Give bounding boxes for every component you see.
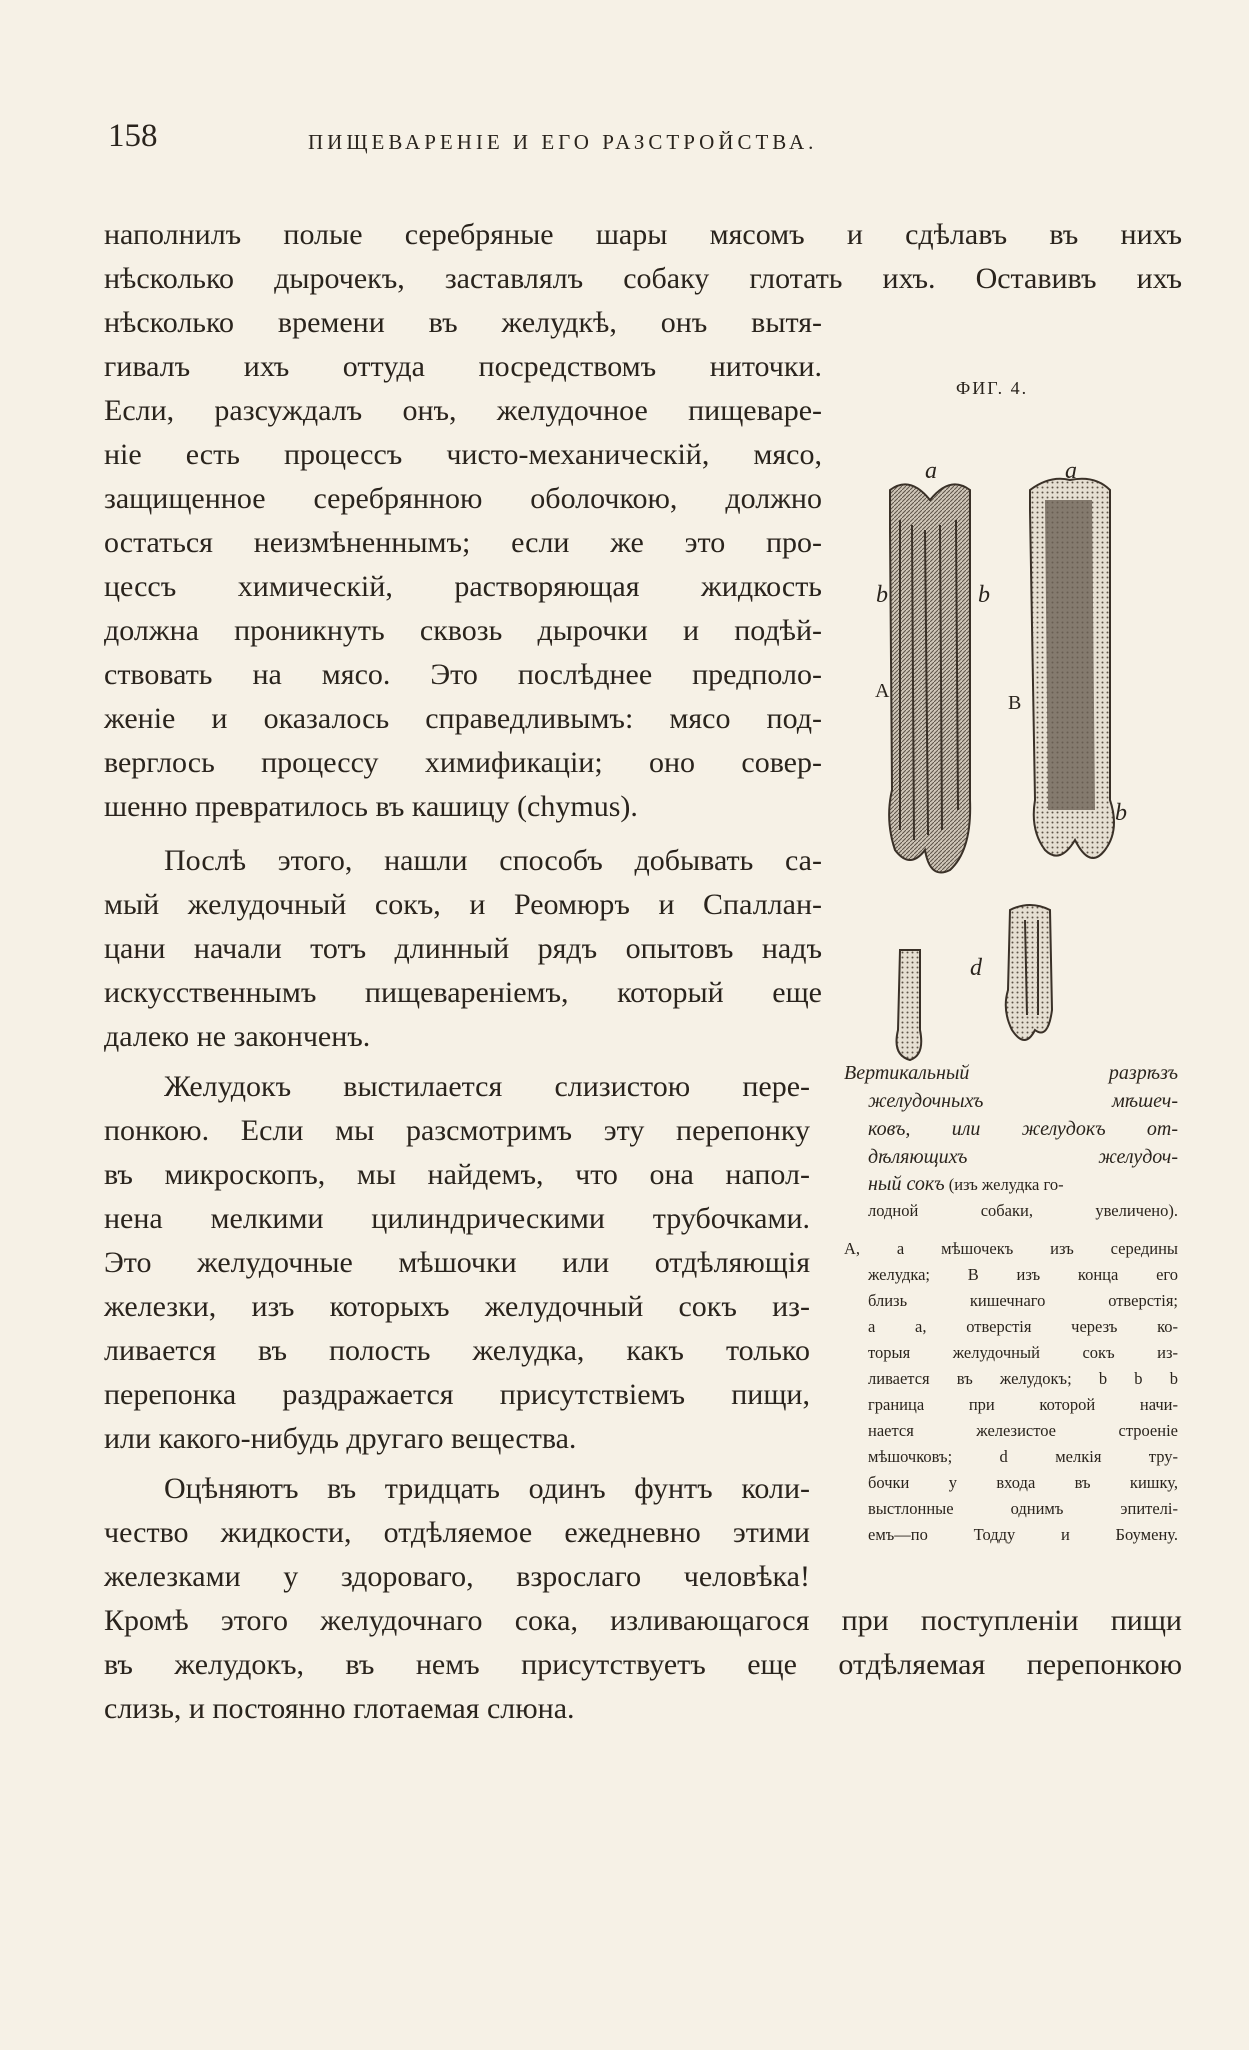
- caption-line: желудка; В изъ конца его: [868, 1265, 1178, 1284]
- text-line: въ микроскопъ, мы найдемъ, что она напол-: [104, 1158, 810, 1191]
- text-line: женіе и оказалось справедливымъ: мясо под-: [104, 702, 822, 735]
- fig-letter-d: d: [970, 955, 982, 981]
- running-title: ПИЩЕВАРЕНІЕ И ЕГО РАЗСТРОЙСТВА.: [308, 130, 818, 154]
- text-line: остаться неизмѣненнымъ; если же это про-: [104, 526, 822, 559]
- caption-fragment: ный сокъ: [868, 1173, 945, 1195]
- caption-line: ливается въ желудокъ; b b b: [868, 1369, 1178, 1388]
- text-line: Это желудочные мѣшочки или отдѣляющія: [104, 1246, 810, 1279]
- text-line: ствовать на мясо. Это послѣднее предполо-: [104, 658, 822, 691]
- caption-line: торыя желудочный сокъ из-: [868, 1343, 1178, 1362]
- caption-line: ковъ, или желудокъ от-: [868, 1118, 1178, 1140]
- text-line: мый желудочный сокъ, и Реомюръ и Спаллан-: [104, 888, 822, 921]
- text-line: или какого-нибудь другаго вещества.: [104, 1422, 577, 1455]
- page-header: [108, 118, 968, 168]
- text-line: чество жидкости, отдѣляемое ежедневно этими: [104, 1516, 810, 1549]
- caption-line: лодной собаки, увеличено).: [868, 1201, 1178, 1220]
- text-line: цани начали тотъ длинный рядъ опытовъ надъ: [104, 932, 822, 965]
- caption-line: близь кишечнаго отверстія;: [868, 1291, 1178, 1310]
- text-line: Оцѣняютъ въ тридцать одинъ фунтъ коли-: [164, 1472, 810, 1505]
- caption-line: мѣшочковъ; d мелкія тру-: [868, 1447, 1178, 1466]
- text-line: ливается въ полость желудка, какъ только: [104, 1334, 810, 1367]
- text-line: Кромѣ этого желудочнаго сока, изливающагося при поступленіи пищи: [104, 1604, 1182, 1637]
- text-line: слизь, и постоянно глотаемая слюна.: [104, 1692, 575, 1725]
- text-line: наполнилъ полые серебряные шары мясомъ и сдѣлавъ въ нихъ: [104, 218, 1182, 251]
- text-line: нена мелкими цилиндрическими трубочками.: [104, 1202, 810, 1235]
- figure-label: ФИГ. 4.: [956, 378, 1029, 398]
- fig-letter-b2: b: [978, 582, 990, 608]
- text-line: шенно превратилось въ кашицу (chymus).: [104, 790, 638, 823]
- text-line: нѣсколько времени въ желудкѣ, онъ вытя-: [104, 306, 822, 339]
- gland-d: [1006, 905, 1052, 1040]
- text-line: железками у здороваго, взрослаго человѣка!: [104, 1560, 810, 1593]
- fig-letter-b3: b: [1115, 800, 1127, 826]
- text-line: въ желудокъ, въ немъ присутствуетъ еще отдѣляемая перепонкою: [104, 1648, 1182, 1681]
- caption-line: выстлонные однимъ эпителі-: [868, 1499, 1178, 1518]
- fig-letter-b1: b: [876, 582, 888, 608]
- text-line: Желудокъ выстилается слизистою пере-: [164, 1070, 810, 1103]
- figure-gland-sections: [870, 458, 1190, 1070]
- fig-letter-a2: a: [1065, 458, 1077, 484]
- text-line: ніе есть процессъ чисто-механическій, мясо,: [104, 438, 822, 471]
- page-number: 158: [108, 118, 158, 154]
- text-line: верглось процессу химификаціи; оно совер-: [104, 746, 822, 779]
- caption-line: бочки у входа въ кишку,: [868, 1473, 1178, 1492]
- text-line: железки, изъ которыхъ желудочный сокъ из-: [104, 1290, 810, 1323]
- fig-letter-A: A: [875, 680, 890, 702]
- text-line: гивалъ ихъ оттуда посредствомъ ниточки.: [104, 350, 822, 383]
- fig-letter-a1: a: [925, 458, 937, 484]
- text-line: далеко не законченъ.: [104, 1020, 371, 1053]
- text-line: Если, разсуждалъ онъ, желудочное пищеваре-: [104, 394, 822, 427]
- fig-letter-B: B: [1008, 692, 1022, 714]
- text-line: должна проникнуть сквозь дырочки и подѣй-: [104, 614, 822, 647]
- caption-fragment: (изъ желудка го-: [948, 1175, 1064, 1194]
- gland-small-left: [897, 950, 922, 1060]
- text-line: искусственнымъ пищевареніемъ, который еще: [104, 976, 822, 1009]
- text-line: цессъ химическій, растворяющая жидкость: [104, 570, 822, 603]
- text-line: защищенное серебрянною оболочкою, должно: [104, 482, 822, 515]
- caption-line: емъ—по Тодду и Боумену.: [868, 1525, 1178, 1544]
- text-line: перепонка раздражается присутствіемъ пищи,: [104, 1378, 810, 1411]
- text-line: Послѣ этого, нашли способъ добывать са-: [164, 844, 822, 877]
- text-line: нѣсколько дырочекъ, заставлялъ собаку глотать ихъ. Оставивъ ихъ: [104, 262, 1182, 295]
- caption-line: Вертикальный разрѣзъ: [844, 1062, 1178, 1084]
- caption-line: желудочныхъ мѣшеч-: [868, 1090, 1178, 1112]
- caption-line: А, а мѣшочекъ изъ середины: [844, 1239, 1178, 1258]
- caption-line: дѣляющихъ желудоч-: [868, 1146, 1178, 1168]
- caption-line: нается железистое строеніе: [868, 1421, 1178, 1440]
- gland-illustration: [870, 470, 1190, 1070]
- caption-line: а а, отверстія черезъ ко-: [868, 1317, 1178, 1336]
- caption-line: граница при которой начи-: [868, 1395, 1178, 1414]
- text-line: понкою. Если мы разсмотримъ эту перепонку: [104, 1114, 810, 1147]
- caption-line: [868, 1174, 1178, 1195]
